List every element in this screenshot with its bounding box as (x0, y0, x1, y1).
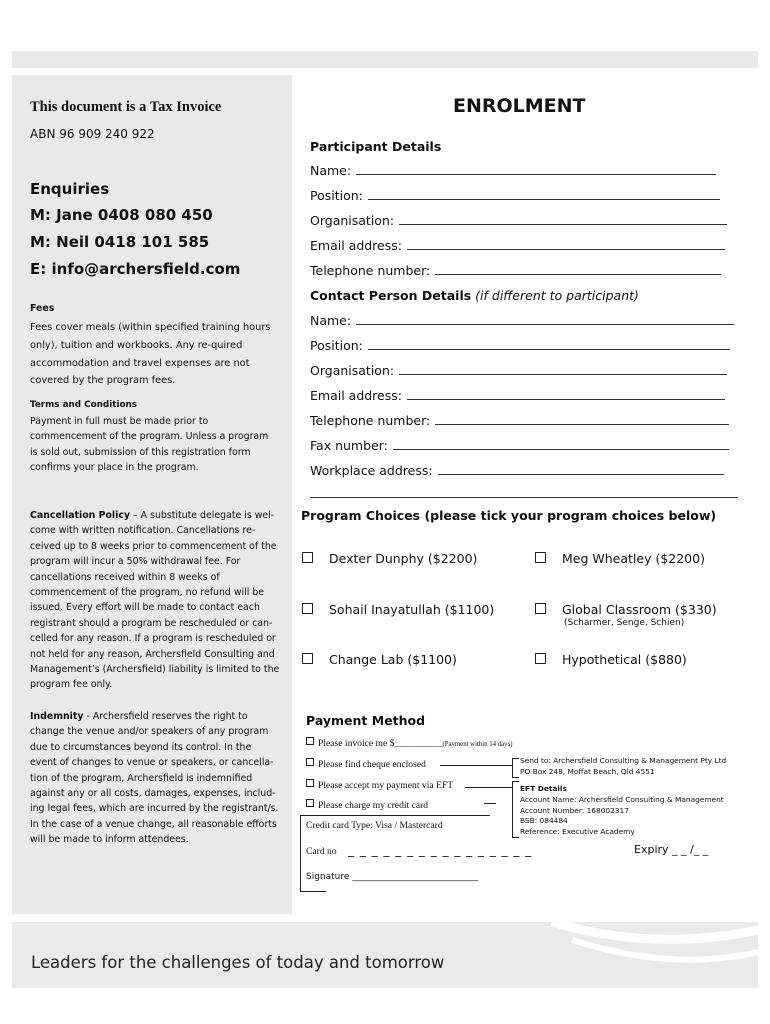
global-classroom-note: (Scharmer, Senge, Schien) (564, 618, 685, 628)
card-expiry-input[interactable]: Expiry _ _ /_ _ (634, 843, 709, 856)
participant-details-heading: Participant Details (310, 139, 442, 154)
contact-email: E: info@archersfield.com (30, 260, 241, 278)
cheque-label: Please find cheque enclosed (318, 759, 426, 770)
send-to-line-1: Send to: Archersfield Consulting & Management Pty Ltd (520, 756, 727, 765)
fill-line[interactable] (399, 213, 727, 225)
eft-account-name: Account Name: Archersfield Consulting & Management (520, 795, 724, 804)
abn-number: ABN 96 909 240 922 (30, 127, 155, 141)
card-number-input[interactable]: _ _ _ _ _ _ _ _ _ _ _ _ _ _ _ _ (348, 843, 533, 857)
field-label: Name: (310, 313, 352, 328)
participant-name-field[interactable] (310, 163, 716, 178)
field-label: Organisation: (310, 213, 395, 228)
send-to-line-2: PO Box 248, Moffat Beach, Qld 4551 (520, 767, 655, 776)
program-choices-heading: Program Choices (please tick your program choices below) (301, 508, 717, 523)
participant-email-field[interactable] (310, 238, 725, 253)
checkbox[interactable] (302, 552, 313, 563)
checkbox[interactable] (535, 603, 546, 614)
enrolment-title: ENROLMENT (453, 95, 586, 117)
field-label: Telephone number: (310, 413, 431, 428)
send-to-bracket (512, 758, 519, 778)
fill-line[interactable] (399, 363, 727, 375)
payment-method-heading: Payment Method (306, 713, 426, 728)
enquiries-heading: Enquiries (30, 180, 110, 198)
program-choice-sohail-inayatullah[interactable] (302, 602, 494, 617)
indemnity (30, 709, 280, 848)
program-label: Change Lab ($1100) (329, 652, 457, 667)
contact-person-note: (if different to participant) (475, 288, 639, 303)
program-label: Sohail Inayatullah ($1100) (329, 602, 495, 617)
payment-eft-option[interactable] (306, 779, 453, 791)
eft-bsb: BSB: 084484 (520, 816, 568, 825)
footer-slogan: Leaders for the challenges of today and tomorrow (31, 953, 445, 972)
program-choice-meg-wheatley[interactable] (535, 551, 705, 566)
credit-card-type: Credit card Type: Visa / Mastercard (306, 820, 443, 831)
eft-connector (465, 787, 512, 788)
program-choice-dexter-dunphy[interactable] (302, 551, 477, 566)
checkbox[interactable] (535, 552, 546, 563)
invoice-label: Please invoice me $__________ (318, 738, 443, 749)
card-number-label: Card no (306, 846, 337, 857)
payment-cheque-option[interactable] (306, 758, 426, 770)
fill-line[interactable] (368, 188, 720, 200)
eft-bracket (512, 781, 519, 838)
checkbox[interactable] (306, 737, 314, 745)
signature-field[interactable]: Signature ____________________________ (306, 872, 479, 882)
field-label: Email address: (310, 388, 402, 403)
contact-email-field[interactable] (310, 388, 725, 403)
eft-label: Please accept my payment via EFT (318, 780, 454, 791)
send-to-connector (440, 765, 512, 766)
fill-line[interactable] (356, 163, 716, 175)
field-label: Email address: (310, 238, 402, 253)
checkbox[interactable] (302, 603, 313, 614)
field-label: Name: (310, 163, 352, 178)
invoice-note: (Payment within 14 days) (442, 741, 513, 748)
field-label: Position: (310, 188, 363, 203)
cancellation-heading: Cancellation Policy (30, 510, 131, 521)
card-bottom-rule (300, 891, 326, 892)
field-label: Fax number: (310, 438, 388, 453)
program-choice-change-lab[interactable] (302, 652, 457, 667)
fill-line[interactable] (435, 413, 729, 425)
participant-telephone-field[interactable] (310, 263, 721, 278)
fees-heading: Fees (30, 303, 55, 314)
eft-reference: Reference: Executive Academy (520, 827, 635, 836)
field-label: Telephone number: (310, 263, 431, 278)
fees-text: Fees cover meals (within specified training hours only), tuition and workbooks. Any re-quired accommodation and travel expenses are not covered by the program fees. (30, 322, 271, 387)
fill-line[interactable] (356, 313, 734, 325)
checkbox[interactable] (306, 799, 314, 807)
checkbox[interactable] (535, 653, 546, 664)
terms-heading: Terms and Conditions (30, 400, 137, 410)
contact-person-heading-text: Contact Person Details (310, 288, 472, 303)
fill-line[interactable] (407, 388, 725, 400)
contact-phone-neil: M: Neil 0418 101 585 (30, 233, 210, 251)
fill-line[interactable] (407, 238, 725, 250)
checkbox[interactable] (306, 779, 314, 787)
payment-credit-card-option[interactable] (306, 799, 428, 811)
field-label: Position: (310, 338, 363, 353)
card-connector (484, 803, 496, 804)
fill-line[interactable] (438, 463, 724, 475)
fill-line[interactable] (435, 263, 721, 275)
tax-invoice-title: This document is a Tax Invoice (30, 99, 222, 115)
contact-position-field[interactable] (310, 338, 730, 353)
program-label: Meg Wheatley ($2200) (562, 551, 705, 566)
contact-person-heading (310, 288, 639, 303)
field-label: Organisation: (310, 363, 395, 378)
checkbox[interactable] (302, 653, 313, 664)
card-vertical-rule (300, 815, 301, 891)
contact-workplace-address-field[interactable] (310, 463, 724, 478)
terms-text: Payment in full must be made prior to commencement of the program. Unless a program is sold out, submission of this registration form confirms your place in the program. (30, 416, 269, 474)
cancellation-text: – A substitute delegate is wel-come with written notification. Cancellations re-ceived up to 8 weeks prior to commencement of the program will incur a 50% withdrawal fee. For cancellations received within 8 weeks of commencement of the program, no refund will be issued. Every effort will be made to contact each registrant should a program be rescheduled or can-celled for any reason. If a program is rescheduled or not held for any reason, Archersfield Consulting and Management’s (Archersfield) liability is limited to the program fee only. (30, 510, 280, 691)
contact-name-field[interactable] (310, 313, 734, 328)
participant-position-field[interactable] (310, 188, 720, 203)
program-choice-hypothetical[interactable] (535, 652, 687, 667)
eft-account-number: Account Number: 168002317 (520, 806, 629, 815)
contact-telephone-field[interactable] (310, 413, 729, 428)
indemnity-text: - Archersfield reserves the right to change the venue and/or speakers of any program due to circumstances beyond its control. In the event of changes to venue or speakers, or cancella-tion of the program, Archersfield is indemnified against any or all costs, damages, expenses, includ-ing legal fees, which are incurred by the registrant/s. In the case of a venue change, all reasonable efforts will be made to inform attendees. (30, 711, 279, 846)
contact-fax-field[interactable] (310, 438, 729, 453)
checkbox[interactable] (306, 758, 314, 766)
payment-invoice-option[interactable] (306, 737, 512, 749)
fill-line[interactable] (393, 438, 729, 450)
cancellation-policy (30, 508, 280, 693)
credit-card-label: Please charge my credit card (318, 800, 429, 811)
indemnity-heading: Indemnity (30, 711, 84, 722)
program-label: Dexter Dunphy ($2200) (329, 551, 478, 566)
field-label: Workplace address: (310, 463, 433, 478)
contact-organisation-field[interactable] (310, 363, 727, 378)
eft-details-heading: EFT Details (520, 784, 567, 793)
participant-organisation-field[interactable] (310, 213, 727, 228)
workplace-address-extra-line[interactable] (310, 497, 738, 498)
program-label: Global Classroom ($330) (562, 602, 717, 617)
program-choice-global-classroom[interactable] (535, 602, 717, 617)
card-divider (300, 815, 490, 816)
program-label: Hypothetical ($880) (562, 652, 687, 667)
fill-line[interactable] (368, 338, 730, 350)
contact-phone-jane: M: Jane 0408 080 450 (30, 206, 213, 224)
top-band (12, 51, 758, 68)
